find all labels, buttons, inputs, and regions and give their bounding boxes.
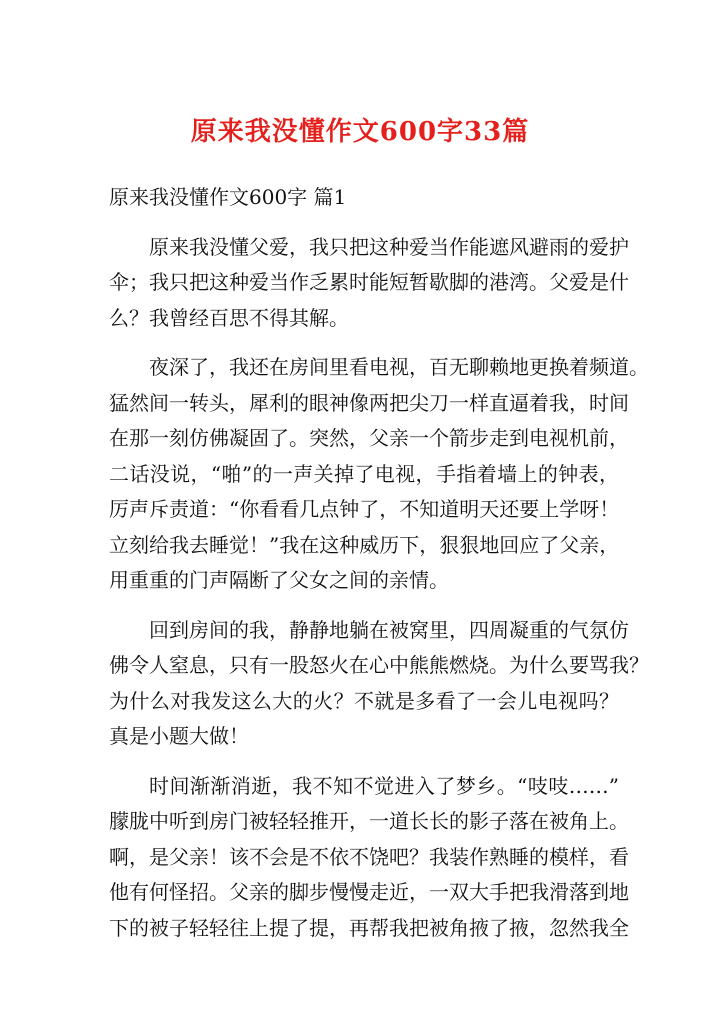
paragraph-line: 厉声斥责道：“你看看几点钟了，不知道明天还要上学呀！ [109,497,620,521]
paragraph-line: 啊，是父亲！该不会是不依不饶吧？我装作熟睡的模样，看 [109,844,629,869]
paragraph-line: 立刻给我去睡觉！”我在这种威历下，狠狠地回应了父亲， [109,532,620,557]
section-heading: 原来我没懂作文600字 篇1 [109,185,347,209]
paragraph-3 [109,613,649,755]
paragraph-line: 伞；我只把这种爱当作乏累时能短暂歇脚的港湾。父爱是什 [109,270,629,294]
paragraph-gap [109,336,619,350]
paragraph-line: 夜深了，我还在房间里看电视，百无聊赖地更换着频道。 [149,355,649,379]
paragraph-line: 佛令人窒息，只有一股怒火在心中熊熊燃烧。为什么要骂我？ [109,653,649,677]
paragraph-line: 朦胧中听到房门被轻轻推开，一道长长的影子落在被角上。 [109,809,629,833]
heading-gap [109,216,619,230]
paragraph-2 [109,350,649,599]
paragraph-4 [109,769,629,947]
document-title: 原来我没懂作文600字33篇 [190,117,530,147]
paragraph-gap [109,599,619,613]
paragraph-line: 下的被子轻轻往上提了提，再帮我把被角掖了掖，忽然我全 [109,915,629,940]
paragraph-line: 用重重的门声隔断了父女之间的亲情。 [109,568,449,592]
paragraph-gap [109,755,619,769]
paragraph-line: 时间渐渐消逝，我不知不觉进入了梦乡。“吱吱……” [149,773,619,798]
paragraph-line: 么？我曾经百思不得其解。 [109,305,349,330]
paragraph-line: 真是小题大做！ [109,724,249,748]
paragraph-line: 在那一刻仿佛凝固了。突然，父亲一个箭步走到电视机前， [109,426,629,450]
paragraph-line: 猛然间一转头，犀利的眼神像两把尖刀一样直逼着我，时间 [109,390,629,415]
paragraph-line: 原来我没懂父爱，我只把这种爱当作能遮风避雨的爱护 [149,234,629,259]
document-body [109,180,649,946]
paragraph-line: 为什么对我发这么大的火？不就是多看了一会儿电视吗？ [109,688,619,713]
paragraph-1 [109,230,629,337]
paragraph-line: 二话没说，“啪”的一声关掉了电视，手指着墙上的钟表， [109,461,619,486]
paragraph-line: 回到房间的我，静静地躺在被窝里，四周凝重的气氛仿 [149,617,629,642]
paragraph-line: 他有何怪招。父亲的脚步慢慢走近，一双大手把我滑落到地 [109,880,629,904]
